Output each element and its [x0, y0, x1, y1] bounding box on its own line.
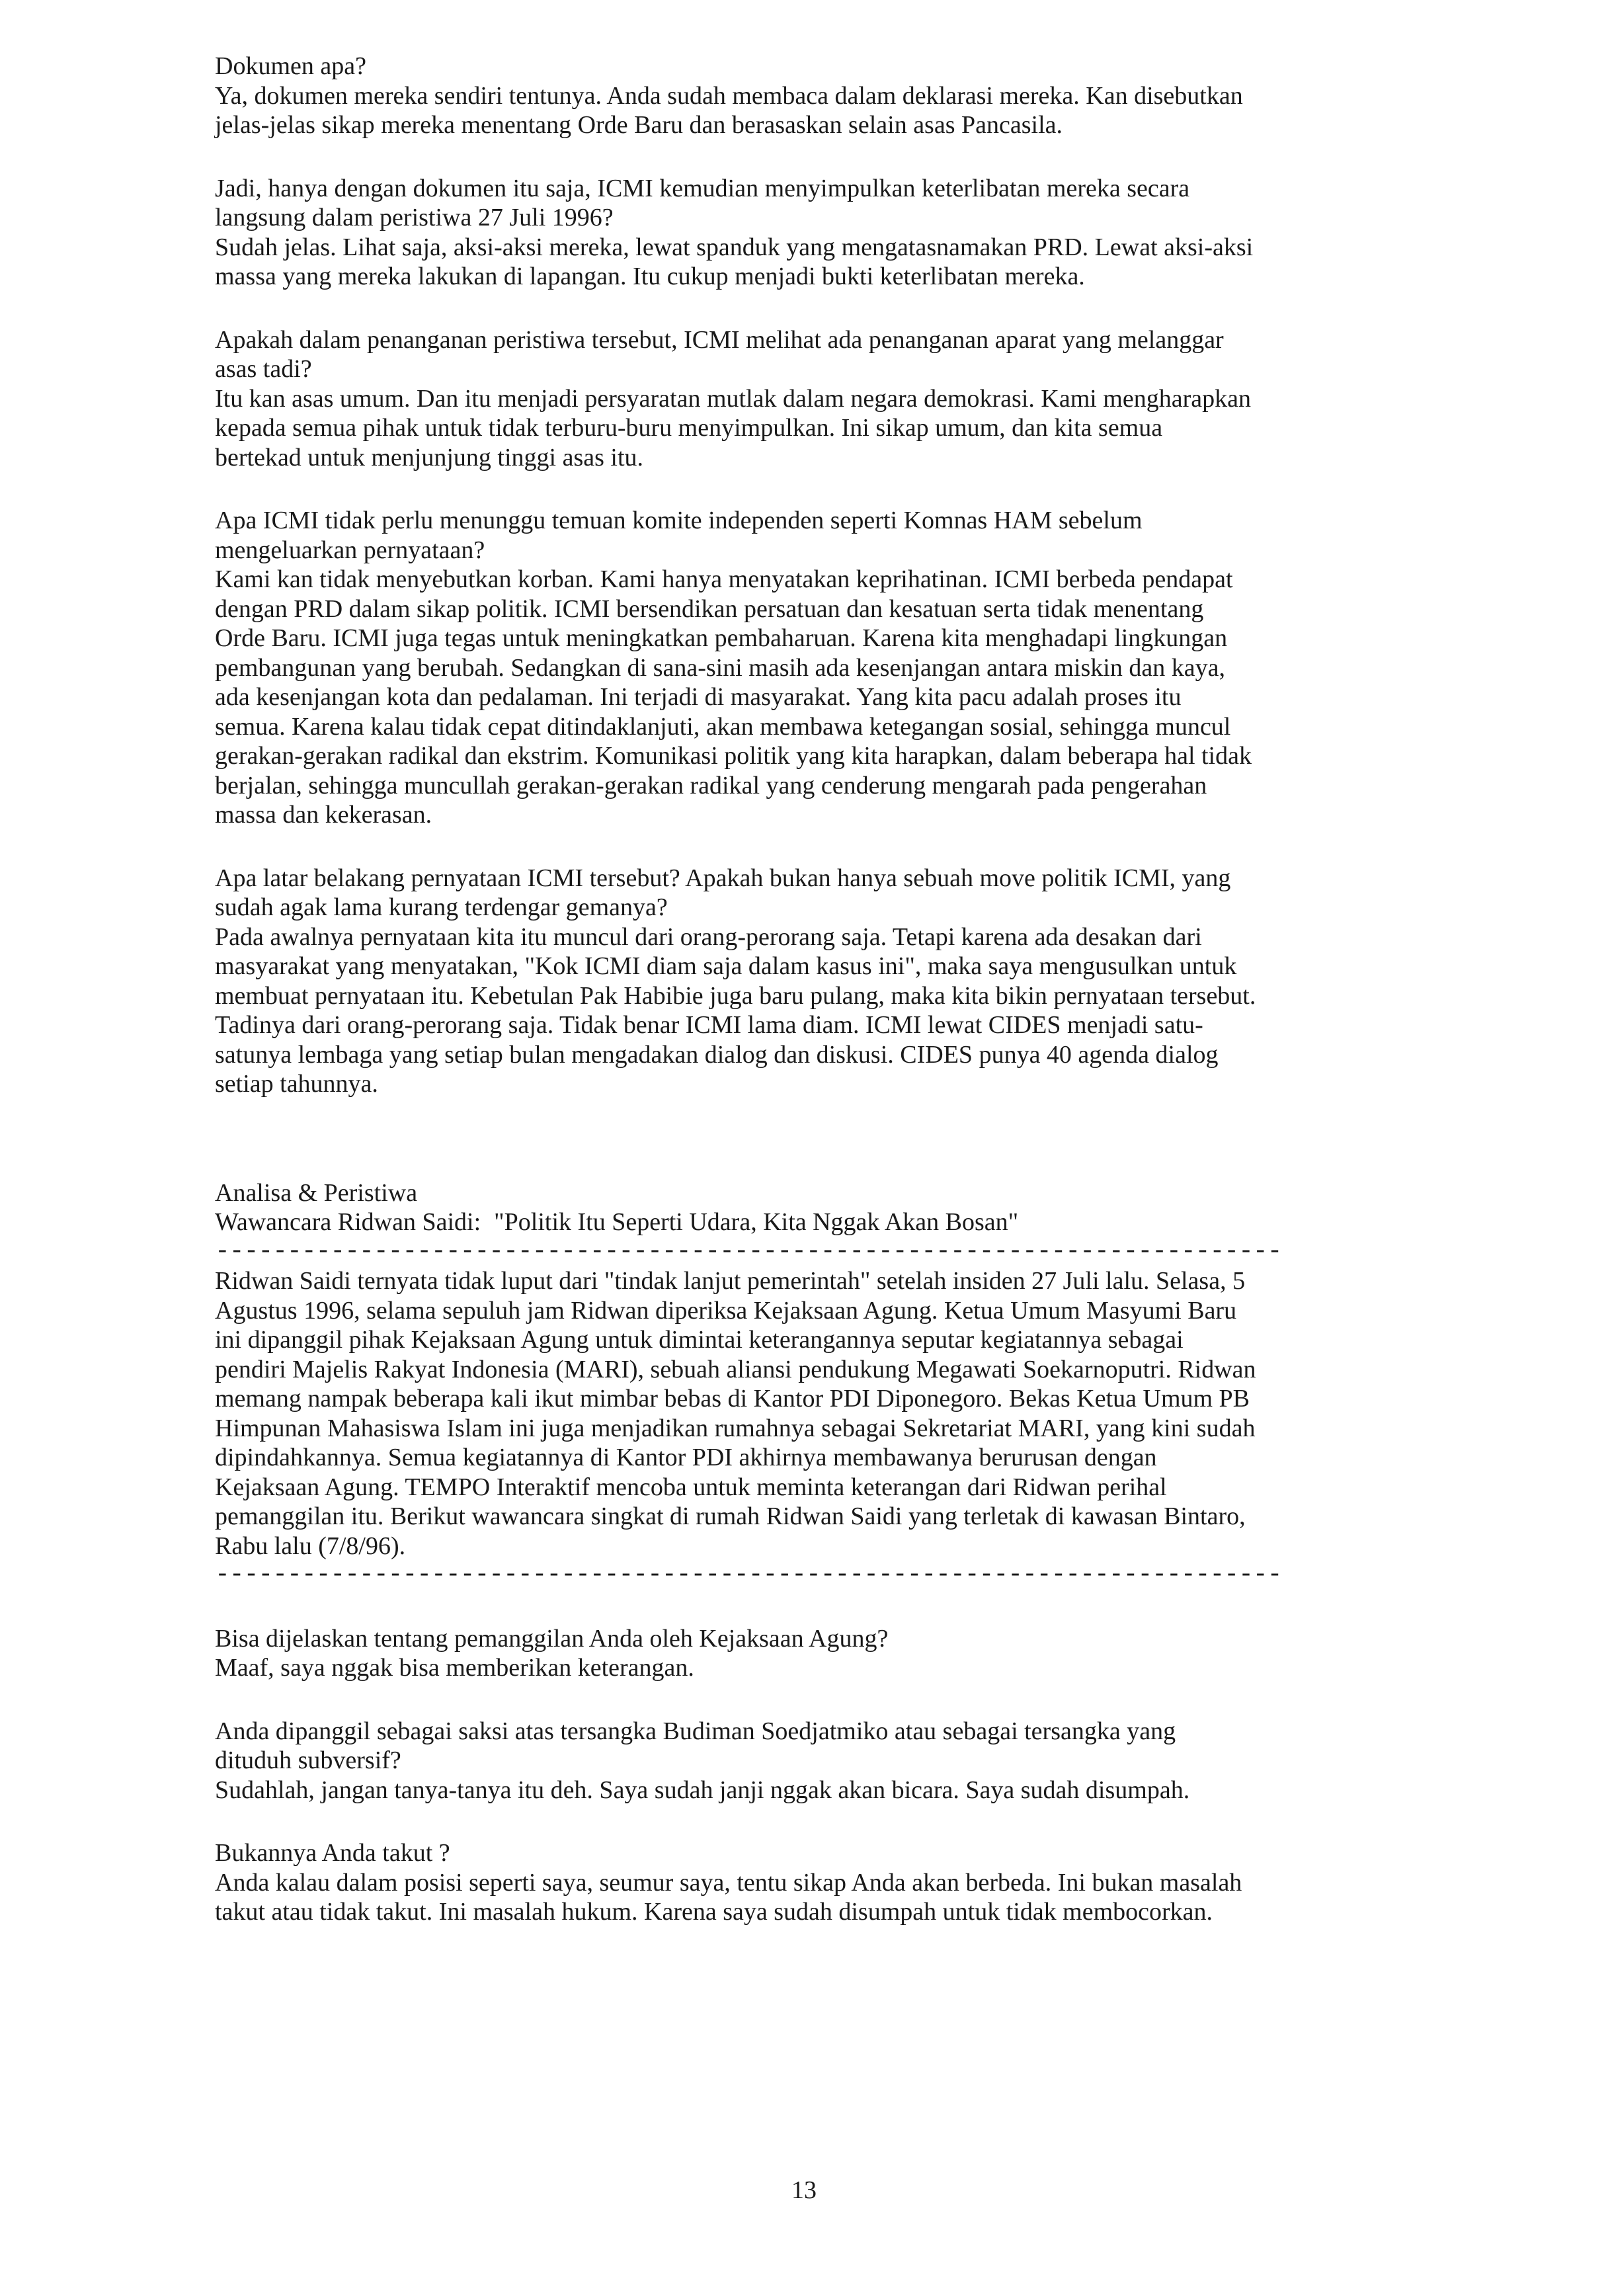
answer-text: bertekad untuk menjunjung tinggi asas itu.: [215, 443, 644, 472]
article-intro: [215, 1266, 1425, 1590]
answer-text: gerakan-gerakan radikal dan ekstrim. Komunikasi politik yang kita harapkan, dalam beberapa hal tidak: [215, 742, 1252, 770]
qa-block-4: [215, 506, 1425, 830]
answer-text: jelas-jelas sikap mereka menentang Orde Baru dan berasaskan selain asas Pancasila.: [215, 111, 1063, 139]
answer-text: Kami kan tidak menyebutkan korban. Kami hanya menyatakan keprihatinan. ICMI berbeda pendapat: [215, 565, 1233, 593]
question-text: Bukannya Anda takut ?: [215, 1839, 450, 1867]
heading-label: Wawancara Ridwan Saidi:: [215, 1208, 481, 1236]
article-header: [215, 1178, 1425, 1267]
intro-text: Rabu lalu (7/8/96).: [215, 1532, 406, 1560]
intro-text: Ridwan Saidi ternyata tidak luput dari "tindak lanjut pemerintah" setelah insiden 27 Juli lalu. Selasa, 5: [215, 1267, 1246, 1295]
answer-text: Ya, dokumen mereka sendiri tentunya. Anda sudah membaca dalam deklarasi mereka. Kan disebutkan: [215, 81, 1243, 110]
answer-text: Anda kalau dalam posisi seperti saya, seumur saya, tentu sikap Anda akan berbeda. Ini bukan masalah: [215, 1868, 1242, 1897]
qa-block-1: [215, 52, 1425, 140]
article-rubric: Analisa & Peristiwa: [215, 1178, 418, 1207]
answer-text: Pada awalnya pernyataan kita itu muncul dari orang-perorang saja. Tetapi karena ada desakan dari: [215, 922, 1202, 951]
answer-text: massa yang mereka lakukan di lapangan. Itu cukup menjadi bukti keterlibatan mereka.: [215, 263, 1085, 290]
page-number: 13: [791, 2176, 817, 2204]
answer-text: setiap tahunnya.: [215, 1070, 378, 1098]
interview-qa-1: [215, 1624, 1425, 1683]
answer-text: ada kesenjangan kota dan pedalaman. Ini terjadi di masyarakat. Yang kita pacu adalah proses itu: [215, 683, 1182, 711]
question-text: sudah agak lama kurang terdengar gemanya?: [215, 893, 668, 921]
answer-text: membuat pernyataan itu. Kebetulan Pak Habibie juga baru pulang, maka kita bikin pernyataan tersebut.: [215, 981, 1256, 1010]
question-text: Apa ICMI tidak perlu menunggu temuan komite independen seperti Komnas HAM sebelum: [215, 507, 1143, 534]
heading-title: "Politik Itu Seperti Udara, Kita Nggak Akan Bosan": [494, 1208, 1019, 1236]
answer-text: Tadinya dari orang-perorang saja. Tidak benar ICMI lama diam. ICMI lewat CIDES menjadi satu-: [215, 1011, 1203, 1039]
answer-text: kepada semua pihak untuk tidak terburu-buru menyimpulkan. Ini sikap umum, dan kita semua: [215, 414, 1163, 442]
question-text: langsung dalam peristiwa 27 Juli 1996?: [215, 204, 614, 231]
question-text: dituduh subversif?: [215, 1746, 401, 1774]
intro-text: Agustus 1996, selama sepuluh jam Ridwan diperiksa Kejaksaan Agung. Ketua Umum Masyumi Baru: [215, 1296, 1237, 1325]
qa-block-2: [215, 174, 1425, 292]
answer-text: Orde Baru. ICMI juga tegas untuk meningkatkan pembaharuan. Karena kita menghadapi lingkungan: [215, 624, 1228, 652]
question-text: Apa latar belakang pernyataan ICMI tersebut? Apakah bukan hanya sebuah move politik ICMI, yang: [215, 864, 1231, 892]
qa-block-3: [215, 325, 1425, 473]
intro-text: pendiri Majelis Rakyat Indonesia (MARI), sebuah aliansi pendukung Megawati Soekarnoputri. Ridwan: [215, 1355, 1256, 1383]
answer-text: Itu kan asas umum. Dan itu menjadi persyaratan mutlak dalam negara demokrasi. Kami mengharapkan: [215, 384, 1251, 413]
answer-text: Sudah jelas. Lihat saja, aksi-aksi mereka, lewat spanduk yang mengatasnamakan PRD. Lewat aksi-aksi: [215, 233, 1254, 261]
answer-text: Sudahlah, jangan tanya-tanya itu deh. Saya sudah janji nggak akan bicara. Saya sudah disumpah.: [215, 1776, 1190, 1804]
question-text: Anda dipanggil sebagai saksi atas tersangka Budiman Soedjatmiko atau sebagai tersangka yang: [215, 1717, 1176, 1745]
intro-text: pemanggilan itu. Berikut wawancara singkat di rumah Ridwan Saidi yang terletak di kawasan Bintaro,: [215, 1502, 1246, 1530]
qa-block-5: [215, 864, 1425, 1099]
answer-text: semua. Karena kalau tidak cepat ditindaklanjuti, akan membawa ketegangan sosial, sehingga muncul: [215, 712, 1231, 741]
intro-text: Kejaksaan Agung. TEMPO Interaktif mencoba untuk meminta keterangan dari Ridwan perihal: [215, 1473, 1167, 1501]
question-text: Bisa dijelaskan tentang pemanggilan Anda oleh Kejaksaan Agung?: [215, 1624, 889, 1653]
intro-text: ini dipanggil pihak Kejaksaan Agung untuk dimintai keterangannya seputar kegiatannya sebagai: [215, 1326, 1184, 1354]
answer-text: Maaf, saya nggak bisa memberikan keterangan.: [215, 1654, 694, 1682]
divider-rule: --------------------------------------------------------------------------: [215, 1237, 1282, 1266]
answer-text: dengan PRD dalam sikap politik. ICMI bersendikan persatuan dan kesatuan serta tidak menentang: [215, 594, 1204, 623]
document-page: [215, 52, 1425, 1927]
answer-text: takut atau tidak takut. Ini masalah hukum. Karena saya sudah disumpah untuk tidak membocorkan.: [215, 1898, 1213, 1926]
answer-text: masyarakat yang menyatakan, "Kok ICMI diam saja dalam kasus ini", maka saya mengusulkan untuk: [215, 952, 1237, 980]
question-text: mengeluarkan pernyataan?: [215, 536, 485, 564]
article-heading: [215, 1208, 1425, 1237]
question-text: asas tadi?: [215, 355, 312, 383]
answer-text: massa dan kekerasan.: [215, 801, 432, 829]
interview-qa-2: [215, 1717, 1425, 1805]
answer-text: pembangunan yang berubah. Sedangkan di sana-sini masih ada kesenjangan antara miskin dan kaya,: [215, 653, 1225, 682]
divider-rule: --------------------------------------------------------------------------: [215, 1561, 1282, 1589]
question-text: Jadi, hanya dengan dokumen itu saja, ICMI kemudian menyimpulkan keterlibatan mereka secara: [215, 174, 1190, 202]
answer-text: berjalan, sehingga muncullah gerakan-gerakan radikal yang cenderung mengarah pada pengerahan: [215, 771, 1207, 800]
intro-text: memang nampak beberapa kali ikut mimbar bebas di Kantor PDI Diponegoro. Bekas Ketua Umum PB: [215, 1385, 1250, 1413]
answer-text: satunya lembaga yang setiap bulan mengadakan dialog dan diskusi. CIDES punya 40 agenda dialog: [215, 1040, 1219, 1069]
question-text: Apakah dalam penanganan peristiwa tersebut, ICMI melihat ada penanganan aparat yang melanggar: [215, 325, 1224, 354]
intro-text: dipindahkannya. Semua kegiatannya di Kantor PDI akhirnya membawanya berurusan dengan: [215, 1444, 1157, 1471]
question-text: Dokumen apa?: [215, 52, 366, 80]
intro-text: Himpunan Mahasiswa Islam ini juga menjadikan rumahnya sebagai Sekretariat MARI, yang kini sudah: [215, 1414, 1256, 1442]
interview-qa-3: [215, 1838, 1425, 1927]
